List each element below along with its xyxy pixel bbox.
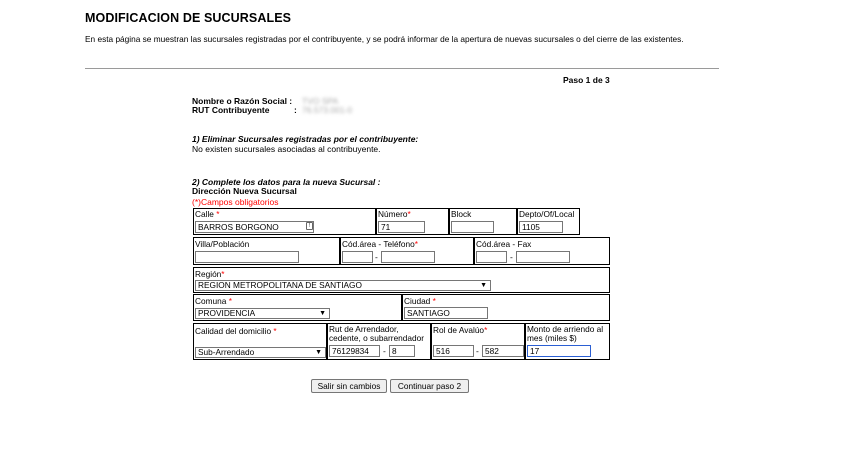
villa-cell: [193, 237, 340, 265]
rol-avaluo-label: Rol de Avalúo: [433, 325, 485, 335]
divider: [85, 68, 719, 69]
fax-area-input[interactable]: [476, 251, 507, 263]
depto-cell: [517, 208, 580, 235]
monto-input[interactable]: 17: [527, 345, 591, 357]
calle-cell: Calle * BARROS BORGONO !: [193, 208, 376, 235]
rut-arrendador-label-2: cedente, o subarrendador: [329, 333, 425, 343]
name-label: Nombre o Razón Social :: [192, 96, 293, 106]
rut-arrendador-input[interactable]: 76129834: [329, 345, 380, 357]
section1-title: 1) Eliminar Sucursales registradas por el contribuyente:: [192, 134, 419, 144]
rol-avaluo-input-1[interactable]: 516: [433, 345, 474, 357]
rut-arrendador-dash: -: [383, 346, 386, 356]
fono-cell: Cód.área - Teléfono* -: [340, 237, 474, 265]
rut-value: 76.573.001-0: [302, 105, 353, 115]
fax-cell: [474, 237, 610, 265]
rol-avaluo-dash: -: [476, 346, 479, 356]
calle-input[interactable]: BARROS BORGONO: [195, 221, 314, 233]
villa-input[interactable]: [195, 251, 299, 263]
calidad-select[interactable]: Sub-Arrendado ▼: [195, 347, 326, 358]
block-input[interactable]: [451, 221, 494, 233]
numero-label: Número: [378, 209, 408, 219]
rut-label: RUT Contribuyente: [192, 105, 270, 115]
form-assist-icon[interactable]: !: [306, 222, 313, 230]
numero-input[interactable]: 71: [378, 221, 425, 233]
chevron-down-icon: ▼: [480, 282, 487, 289]
section2-title: 2) Complete los datos para la nueva Sucursal :: [192, 177, 381, 187]
section1-message: No existen sucursales asociadas al contribuyente.: [192, 144, 381, 154]
block-cell: [449, 208, 517, 235]
ciudad-label: Ciudad: [404, 296, 431, 306]
rut-separator: :: [294, 105, 297, 115]
fax-number-input[interactable]: [516, 251, 570, 263]
villa-label: Villa/Población: [195, 239, 250, 249]
chevron-down-icon: ▼: [315, 349, 322, 356]
region-label: Región: [195, 269, 222, 279]
section2-subtitle: Dirección Nueva Sucursal: [192, 186, 297, 196]
fax-dash: -: [510, 252, 513, 262]
rol-avaluo-cell: Rol de Avalúo* 516 - 582: [431, 323, 525, 360]
rol-avaluo-input-2[interactable]: 582: [482, 345, 524, 357]
monto-label-1: Monto de arriendo al: [527, 324, 604, 334]
calidad-label: Calidad del domicilio: [195, 326, 272, 336]
rut-arrendador-cell: [327, 323, 431, 360]
fax-label: Cód.área - Fax: [476, 239, 532, 249]
fono-number-input[interactable]: [381, 251, 435, 263]
fono-label: Cód.área - Teléfono: [342, 239, 415, 249]
page-title: MODIFICACION DE SUCURSALES: [85, 11, 292, 25]
step-indicator: Paso 1 de 3: [563, 75, 610, 85]
rut-arrendador-label-1: Rut de Arrendador,: [329, 324, 399, 334]
page-intro: En esta página se muestran las sucursales registradas por el contribuyente, y se podrá informar de la apertura de nuevas sucursales o del cierre de las existentes.: [85, 34, 684, 44]
depto-label: Depto/Of/Local: [519, 209, 575, 219]
calle-label: Calle: [195, 209, 214, 219]
monto-cell: [525, 323, 610, 360]
required-note: (*)Campos obligatorios: [192, 197, 279, 207]
rut-arrendador-dv-input[interactable]: 8: [389, 345, 415, 357]
fono-dash: -: [375, 252, 378, 262]
depto-input[interactable]: 1105: [519, 221, 563, 233]
comuna-label: Comuna: [195, 296, 227, 306]
name-value: TVO SPA: [302, 96, 339, 106]
block-label: Block: [451, 209, 472, 219]
fono-area-input[interactable]: [342, 251, 373, 263]
region-cell: Región* REGION METROPOLITANA DE SANTIAGO ▼: [193, 267, 610, 293]
comuna-cell: Comuna * PROVIDENCIA ▼: [193, 294, 402, 321]
calidad-cell: Calidad del domicilio * Sub-Arrendado ▼: [193, 323, 327, 360]
numero-cell: Número* 71: [376, 208, 449, 235]
ciudad-input[interactable]: SANTIAGO: [404, 307, 488, 319]
exit-button[interactable]: Salir sin cambios: [311, 379, 387, 393]
monto-label-2: mes (miles $): [527, 333, 577, 343]
continue-button[interactable]: Continuar paso 2: [390, 379, 469, 393]
comuna-select[interactable]: PROVIDENCIA ▼: [195, 308, 330, 319]
ciudad-cell: Ciudad * SANTIAGO: [402, 294, 610, 321]
chevron-down-icon: ▼: [319, 310, 326, 317]
region-select[interactable]: REGION METROPOLITANA DE SANTIAGO ▼: [195, 280, 491, 291]
